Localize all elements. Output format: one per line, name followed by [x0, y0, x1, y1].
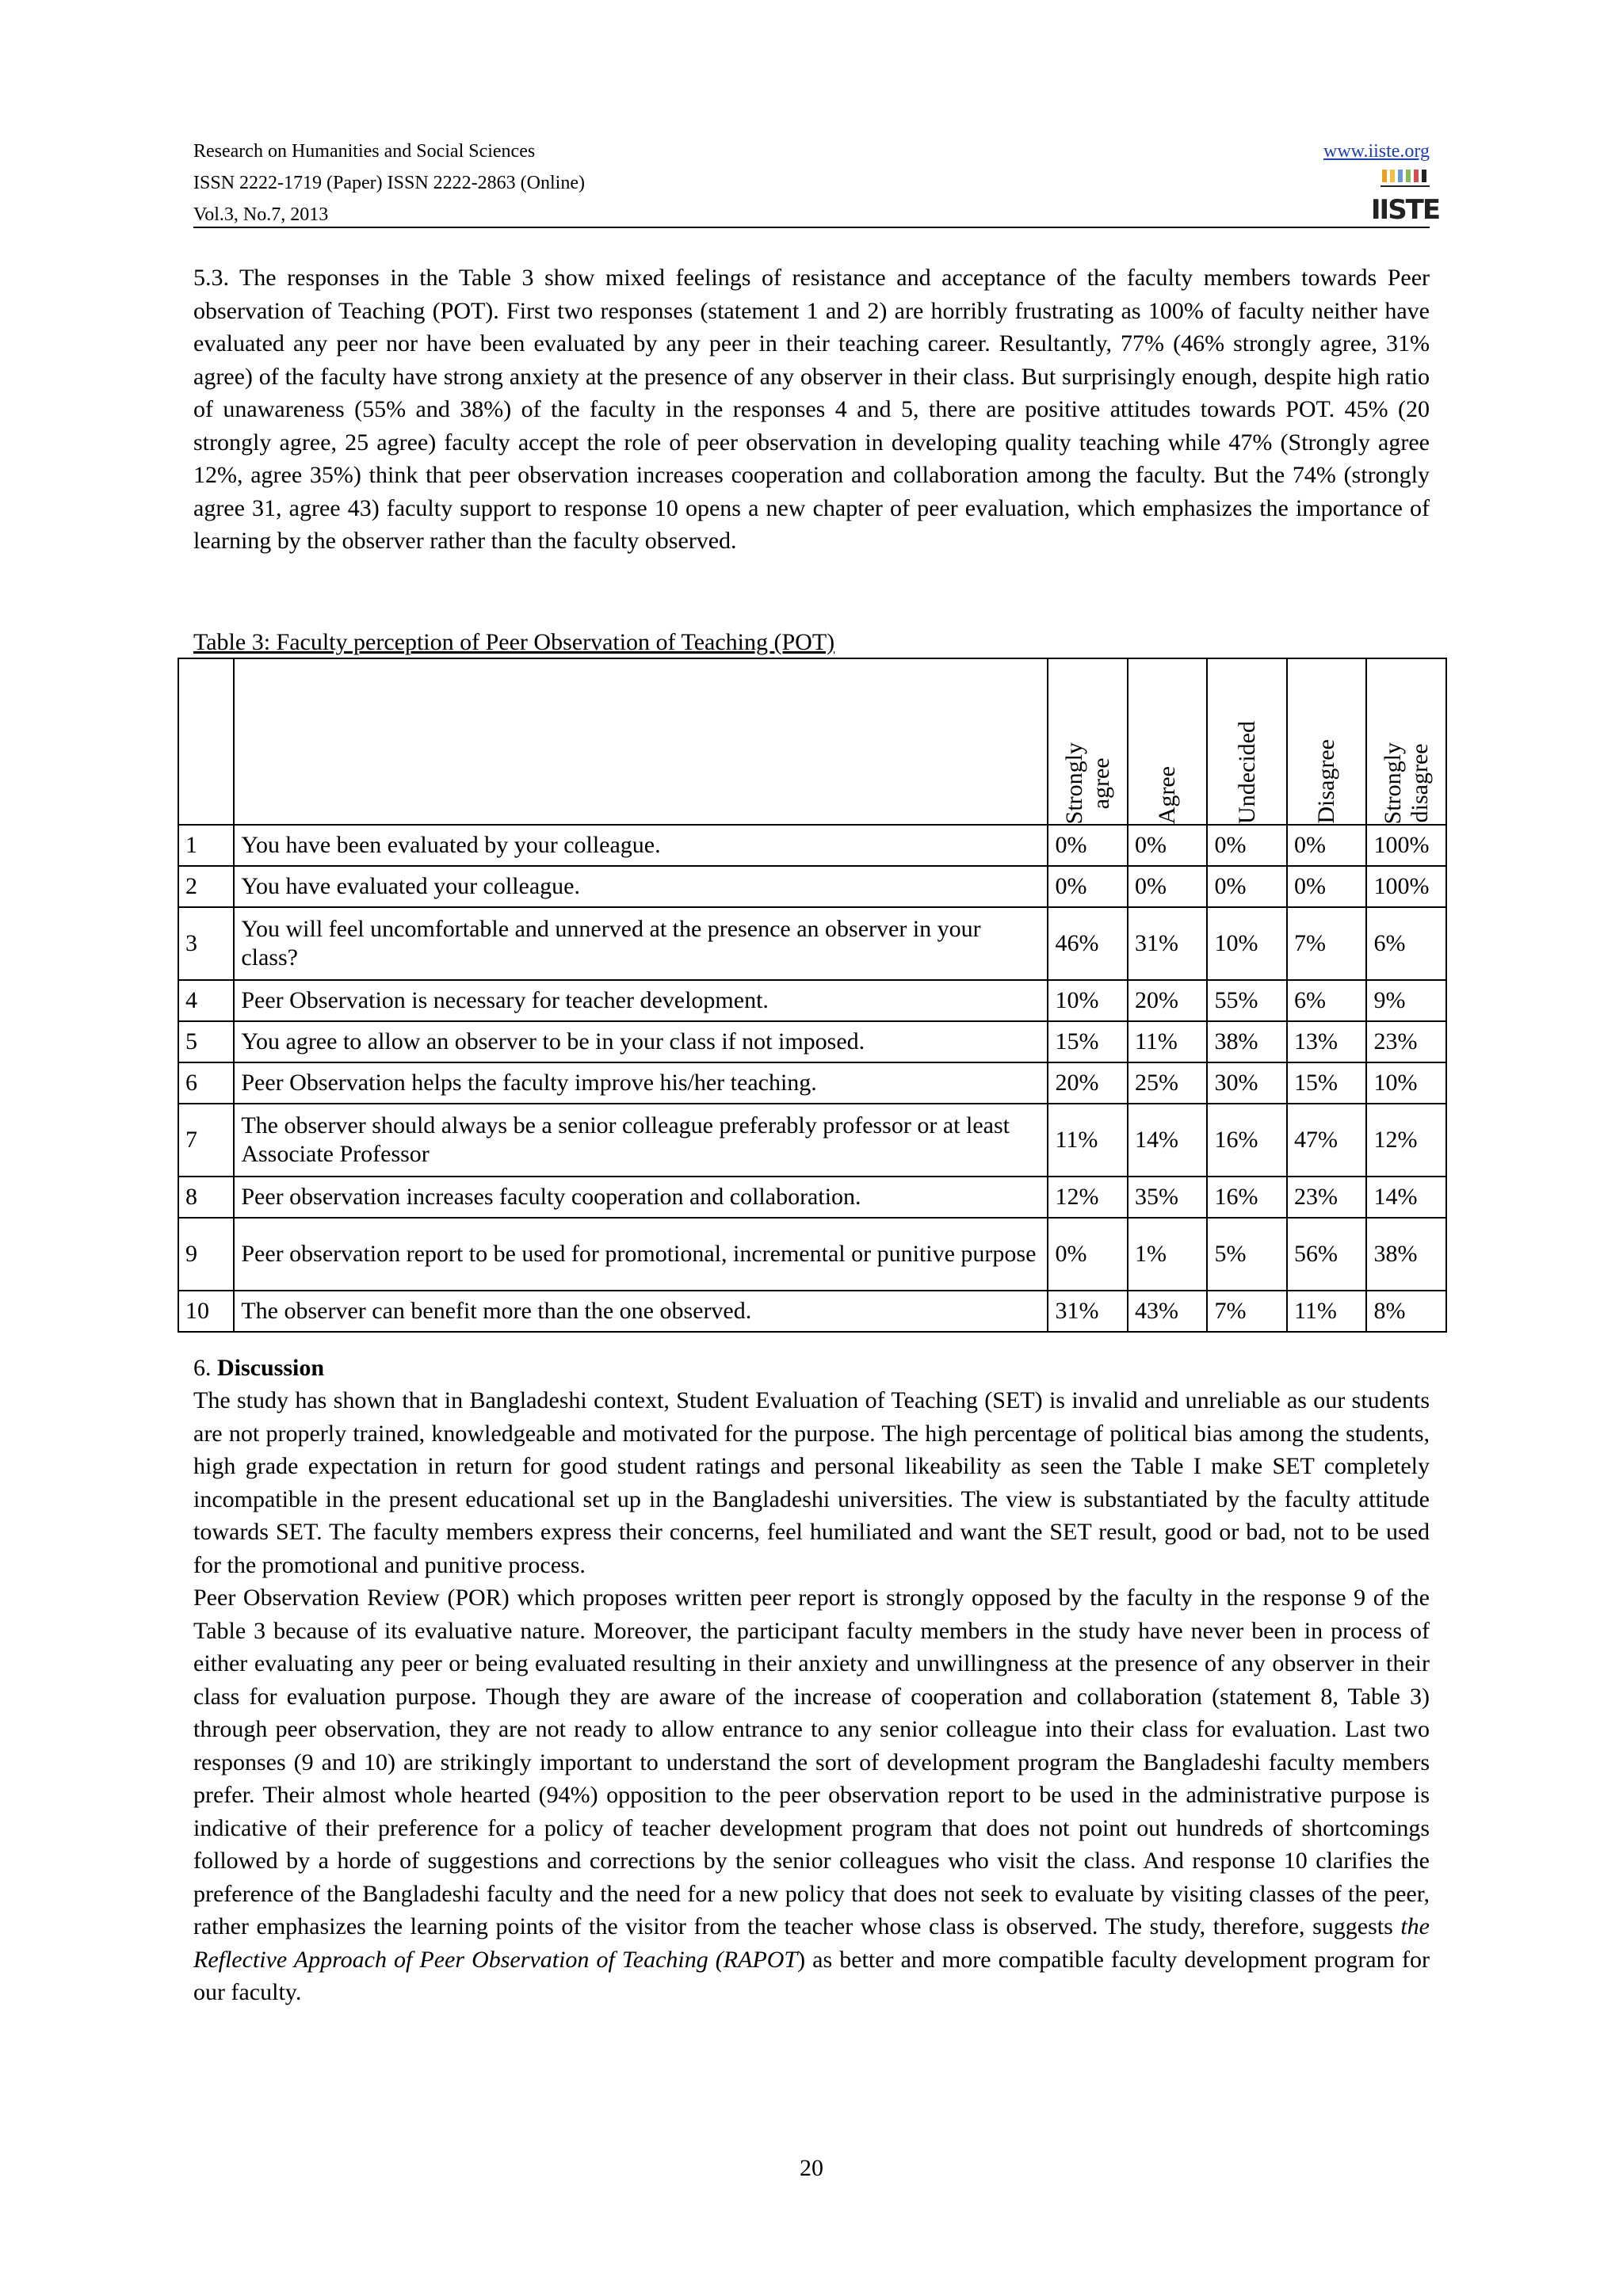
- row-number: 3: [178, 907, 234, 980]
- row-value: 0%: [1048, 825, 1128, 866]
- table-row: [178, 1104, 1446, 1177]
- row-number: 1: [178, 825, 234, 866]
- row-statement: You have evaluated your colleague.: [234, 866, 1048, 907]
- row-value: 0%: [1048, 866, 1128, 907]
- discussion-paragraph-1: The study has shown that in Bangladeshi context, Student Evaluation of Teaching (SET) is invalid and unreliable as our students are not properly trained, knowledgeable and motivated for the purpose. The high percentage of political bias among the students, high grade expectation in return for good student ratings and personal likeability as seen the Table I make SET completely incompatible in the present educational set up in the Bangladeshi universities. The view is substantiated by the faculty attitude towards SET. The faculty members express their concerns, feel humiliated and want the SET result, good or bad, not to be used for the promotional and punitive process.: [193, 1387, 1430, 1578]
- page-number: 20: [800, 2155, 823, 2181]
- row-value: 55%: [1207, 980, 1287, 1021]
- row-value: 25%: [1128, 1062, 1208, 1104]
- row-number: 5: [178, 1021, 234, 1062]
- svg-text:IISTE: IISTE: [1370, 194, 1440, 226]
- row-value: 14%: [1128, 1104, 1208, 1177]
- volume-line: Vol.3, No.7, 2013: [193, 204, 329, 225]
- row-value: 11%: [1048, 1104, 1128, 1177]
- header-blank-no: [178, 658, 234, 825]
- journal-title: Research on Humanities and Social Sciences: [193, 141, 536, 162]
- table-row: [178, 1177, 1446, 1218]
- header-undecided: Undecided: [1207, 658, 1287, 825]
- row-value: 0%: [1287, 866, 1367, 907]
- discussion-heading: 6. Discussion: [193, 1355, 325, 1381]
- row-number: 8: [178, 1177, 234, 1218]
- intro-paragraph: 5.3. The responses in the Table 3 show mixed feelings of resistance and acceptance of the faculty members towards Peer observation of Teaching (POT). First two responses (statement 1 and 2) are horribly frustrating as 100% of faculty neither have evaluated any peer nor have been evaluated by any peer in their teaching career. Resultantly, 77% (46% strongly agree, 31% agree) of the faculty have strong anxiety at the presence of any observer in their class. But surprisingly enough, despite high ratio of unawareness (55% and 38%) of the faculty in the responses 4 and 5, there are positive attitudes towards POT. 45% (20 strongly agree, 25 agree) faculty accept the role of peer observation in developing quality teaching while 47% (Strongly agree 12%, agree 35%) think that peer observation increases cooperation and collaboration among the faculty. But the 74% (strongly agree 31, agree 43) faculty support to response 10 opens a new chapter of peer evaluation, which emphasizes the importance of learning by the observer rather than the faculty observed.: [193, 265, 1430, 554]
- row-value: 56%: [1287, 1218, 1367, 1291]
- table-row: [178, 1291, 1446, 1332]
- row-value: 0%: [1287, 825, 1367, 866]
- row-value: 12%: [1366, 1104, 1446, 1177]
- row-value: 8%: [1366, 1291, 1446, 1332]
- row-value: 16%: [1207, 1104, 1287, 1177]
- row-value: 31%: [1048, 1291, 1128, 1332]
- row-value: 35%: [1128, 1177, 1208, 1218]
- row-value: 38%: [1366, 1218, 1446, 1291]
- row-value: 16%: [1207, 1177, 1287, 1218]
- row-value: 23%: [1366, 1021, 1446, 1062]
- row-value: 10%: [1048, 980, 1128, 1021]
- row-value: 38%: [1207, 1021, 1287, 1062]
- row-value: 5%: [1207, 1218, 1287, 1291]
- row-value: 20%: [1048, 1062, 1128, 1104]
- row-value: 0%: [1048, 1218, 1128, 1291]
- row-value: 100%: [1366, 825, 1446, 866]
- row-statement: Peer Observation is necessary for teacher development.: [234, 980, 1048, 1021]
- row-statement: Peer observation report to be used for promotional, incremental or punitive purpose: [234, 1218, 1048, 1291]
- row-value: 43%: [1128, 1291, 1208, 1332]
- row-value: 15%: [1048, 1021, 1128, 1062]
- row-statement: Peer observation increases faculty cooperation and collaboration.: [234, 1177, 1048, 1218]
- header-strongly-disagree: Strongly disagree: [1366, 658, 1446, 825]
- row-value: 12%: [1048, 1177, 1128, 1218]
- row-value: 100%: [1366, 866, 1446, 907]
- header-rule: [193, 227, 1430, 228]
- row-statement: The observer should always be a senior colleague preferably professor or at least Associate Professor: [234, 1104, 1048, 1177]
- row-statement: Peer Observation helps the faculty improve his/her teaching.: [234, 1062, 1048, 1104]
- header-blank-statement: [234, 658, 1048, 825]
- row-value: 7%: [1207, 1291, 1287, 1332]
- row-value: 0%: [1128, 825, 1208, 866]
- row-value: 14%: [1366, 1177, 1446, 1218]
- row-value: 31%: [1128, 907, 1208, 980]
- row-value: 13%: [1287, 1021, 1367, 1062]
- pot-table: [178, 658, 1447, 1333]
- row-statement: You agree to allow an observer to be in your class if not imposed.: [234, 1021, 1048, 1062]
- table-row: [178, 825, 1446, 866]
- table-row: [178, 1062, 1446, 1104]
- row-value: 30%: [1207, 1062, 1287, 1104]
- table-row: [178, 1021, 1446, 1062]
- website-link[interactable]: www.iiste.org: [1323, 141, 1430, 162]
- row-number: 6: [178, 1062, 234, 1104]
- row-value: 10%: [1366, 1062, 1446, 1104]
- row-value: 15%: [1287, 1062, 1367, 1104]
- row-value: 6%: [1366, 907, 1446, 980]
- row-number: 2: [178, 866, 234, 907]
- row-value: 20%: [1128, 980, 1208, 1021]
- header-strongly-agree: Strongly agree: [1048, 658, 1128, 825]
- table-row: [178, 866, 1446, 907]
- row-number: 10: [178, 1291, 234, 1332]
- row-value: 11%: [1128, 1021, 1208, 1062]
- row-value: 11%: [1287, 1291, 1367, 1332]
- discussion-body: [193, 1384, 1430, 2009]
- row-value: 47%: [1287, 1104, 1367, 1177]
- table-row: [178, 980, 1446, 1021]
- row-value: 9%: [1366, 980, 1446, 1021]
- row-value: 23%: [1287, 1177, 1367, 1218]
- row-statement: You have been evaluated by your colleague.: [234, 825, 1048, 866]
- row-number: 9: [178, 1218, 234, 1291]
- table-caption: Table 3: Faculty perception of Peer Observation of Teaching (POT): [193, 629, 835, 655]
- row-value: 0%: [1128, 866, 1208, 907]
- row-value: 0%: [1207, 825, 1287, 866]
- issn-line: ISSN 2222-1719 (Paper) ISSN 2222-2863 (Online): [193, 173, 585, 193]
- row-value: 10%: [1207, 907, 1287, 980]
- header-disagree: Disagree: [1287, 658, 1367, 825]
- discussion-paragraph-2: Peer Observation Review (POR) which proposes written peer report is strongly opposed by the faculty in the response 9 of the Table 3 because of its evaluative nature. Moreover, the participant faculty members in the study have never been in process of either evaluating any peer or being evaluated resulting in their anxiety and unwillingness at the presence of any observer in their class for evaluation purpose. Though they are aware of the increase of cooperation and collaboration (statement 8, Table 3) through peer observation, they are not ready to allow entrance to any senior colleague into their class for evaluation. Last two responses (9 and 10) are strikingly important to understand the sort of development program the Bangladeshi faculty members prefer. Their almost whole hearted (94%) opposition to the peer observation report to be used in the administrative purpose is indicative of their preference for a policy of teacher development program that does not point out hundreds of shortcomings followed by a horde of suggestions and corrections by the senior colleagues who visit the class. And response 10 clarifies the preference of the Bangladeshi faculty and the need for a new policy that does not seek to evaluate by visiting classes of the peer, rather emphasizes the learning points of the visitor from the teacher whose class is observed. The study, therefore, suggests the Reflective Approach of Peer Observation of Teaching (RAPOT) as better and more compatible faculty development program for our faculty.: [193, 1585, 1430, 2005]
- table-row: [178, 1218, 1446, 1291]
- row-value: 1%: [1128, 1218, 1208, 1291]
- header-agree: Agree: [1128, 658, 1208, 825]
- row-number: 4: [178, 980, 234, 1021]
- row-statement: The observer can benefit more than the one observed.: [234, 1291, 1048, 1332]
- table-row: [178, 907, 1446, 980]
- row-value: 6%: [1287, 980, 1367, 1021]
- row-value: 0%: [1207, 866, 1287, 907]
- row-value: 46%: [1048, 907, 1128, 980]
- row-number: 7: [178, 1104, 234, 1177]
- row-statement: You will feel uncomfortable and unnerved at the presence an observer in your class?: [234, 907, 1048, 980]
- iiste-logo: [1370, 166, 1440, 226]
- row-value: 7%: [1287, 907, 1367, 980]
